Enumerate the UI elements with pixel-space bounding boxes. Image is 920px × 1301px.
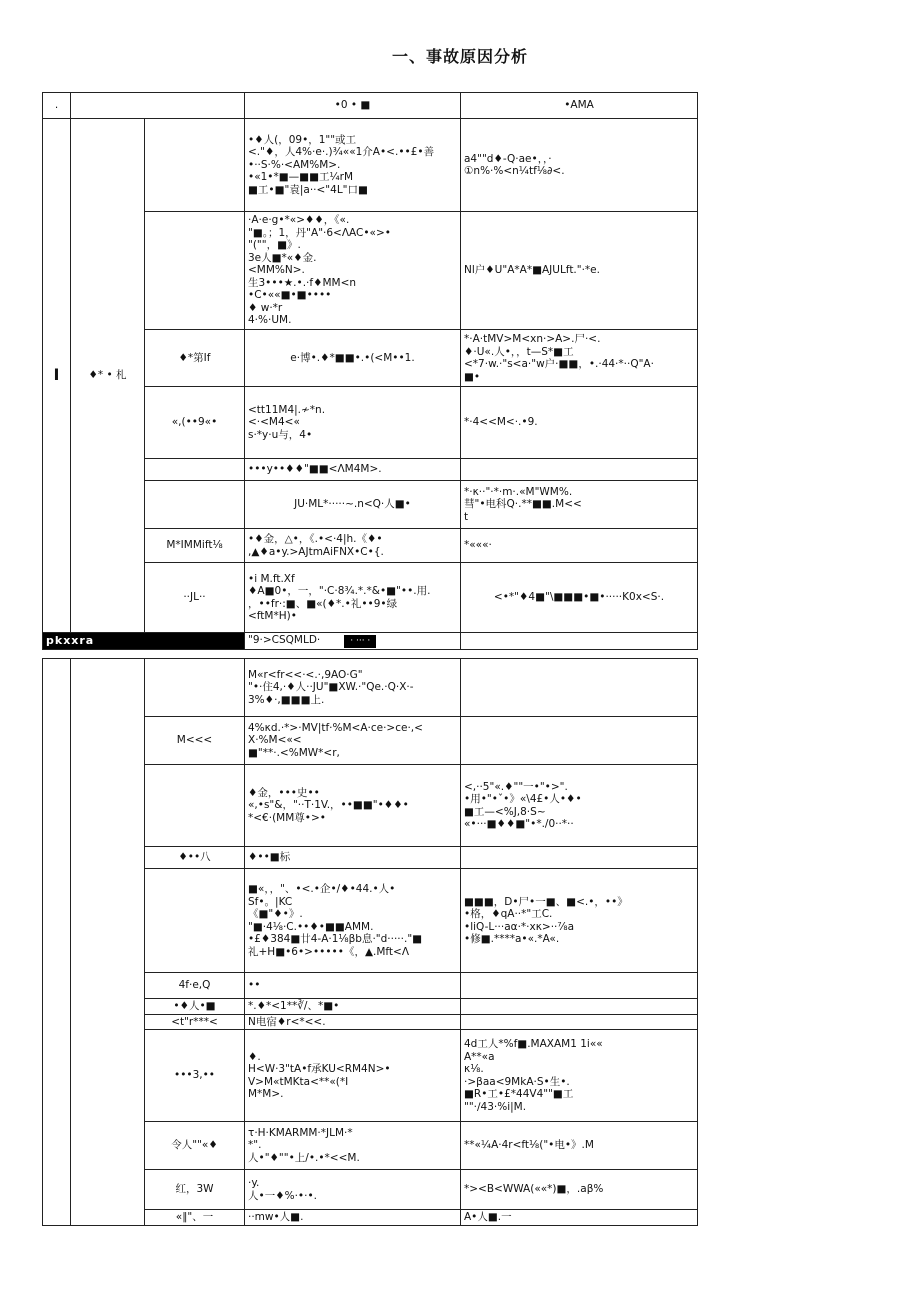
cause-analysis-table-continued [42,658,698,1226]
subcategory-cell: ··JL·· [145,563,245,633]
table-row [43,659,698,717]
analysis-cell [461,847,698,869]
subcategory-cell: •♦人•■ [145,999,245,1015]
subcategory-cell: «∥"、一 [145,1210,245,1226]
row-group-marker [43,659,71,1226]
analysis-cell [461,999,698,1015]
subcategory-cell: M<<< [145,717,245,765]
cause-cell: •♦人(，09•，1""或工 <."♦，人4%·e·.)¾««1介A•<.••£•善 •··S·%·<AM%M>. •«1•*■—■■工¼rM ■工•■"袁|a··<"4L"口■ [245,119,461,212]
cause-cell: 4%κd.·*>·MV|tf·%M<A·ce·>ce·,< X·%M<«< ■"**·.<%MW*<r, [245,717,461,765]
subcategory-cell [145,212,245,330]
row-group-label: ♦* • 札 [71,119,145,633]
cause-cell: •i M.ft.Xf ♦A■0•，一，"·C·8¾.*.*&•■"••.用. ，••fr·:■、■«(♦*.•礼••9•绿 <ftM*H)• [245,563,461,633]
analysis-cell: A•人■.一 [461,1210,698,1226]
footer-mid-cell [245,633,461,650]
analysis-cell: *·A·tMV>M<xn·>A>.尸·<. ♦·U«.人•，，t—S*■工 <*7·w.·"s<a·"w户·■■，•.·44·*··Q"A· ■• [461,330,698,387]
header-cell-category [71,93,245,119]
header-cell-analysis: •AMA [461,93,698,119]
subcategory-cell: ♦*第If [145,330,245,387]
subcategory-cell: •••3,•• [145,1030,245,1122]
cause-cell: e·博•.♦*■■•.•(<M••1. [245,330,461,387]
header-cell-cause: •0 • ■ [245,93,461,119]
table-footer-row [43,633,698,650]
analysis-cell: *><B<WWA(««*)■，.aβ% [461,1170,698,1210]
analysis-cell [461,459,698,481]
analysis-cell: **«¼A·4r<ft⅛("•电•》.M [461,1122,698,1170]
subcategory-cell: M*IMMift⅛ [145,529,245,563]
table-header-row [43,93,698,119]
analysis-cell: Nl户♦U"A*A*■AJULft."·*e. [461,212,698,330]
subcategory-cell [145,119,245,212]
cause-cell: •♦金，△•，《.•<·4|h.《♦• ,▲♦a•y.>AJtmAiFNX•C•{. [245,529,461,563]
analysis-cell [461,1014,698,1030]
header-cell-index: . [43,93,71,119]
cause-cell: ♦••■标 [245,847,461,869]
analysis-cell: ■■■，D•尸•一■、■<.•，••》 •格，♦qA··*"工C. •liQ-L···aα·*·xκ>··⅞a •修■.****a•«.*A«. [461,869,698,973]
analysis-cell [461,717,698,765]
cause-cell: τ·H·KMARMM·*JLM·* *". 人•"♦""•上/•.•*<<M. [245,1122,461,1170]
analysis-cell [461,973,698,999]
row-group-marker: I [43,119,71,633]
page-title: 一、事故原因分析 [391,47,528,66]
cause-cell: N电宿♦r<*<<. [245,1014,461,1030]
subcategory-cell: 4f·e,Q [145,973,245,999]
footer-mid-text: "9·>CSQMLD· [248,634,321,646]
subcategory-cell [145,659,245,717]
table-row [43,119,698,212]
subcategory-cell [145,481,245,529]
cause-cell: ♦. H<W·3"tA•f承KU<RM4N>• V>M«tMKta<**«(*I M*M>. [245,1030,461,1122]
cause-cell: ·A·e·g•*«>♦♦，《«. "■。；1，丹"A"·6<ΛAC•«>• "(""，■》. 3e人■*«♦金. <MM%N>. 生3•••★.•.·f♦MM<n •C•««■•■•••• ♦ w·*r 4·%·UM. [245,212,461,330]
footer-dark-label: pkxxra [43,633,245,650]
cause-cell: ··mw•人■. [245,1210,461,1226]
subcategory-cell: 令人""«♦ [145,1122,245,1170]
subcategory-cell: ♦••八 [145,847,245,869]
cause-cell: <tt11M4|.≁*n. <·<M4<« s·*y·u与，4• [245,387,461,459]
row-group-label [71,659,145,1226]
cause-cell: *.♦*<1**∛/、*■• [245,999,461,1015]
subcategory-cell: «,(••9«• [145,387,245,459]
footer-badge: · ··· · [344,635,376,648]
analysis-cell: a4""d♦-Q·ae•，，· ①n%·%<n¼tf⅛∂<. [461,119,698,212]
analysis-cell: *·4<<M<·.•9. [461,387,698,459]
analysis-cell [461,659,698,717]
subcategory-cell [145,765,245,847]
analysis-cell: *«««· [461,529,698,563]
subcategory-cell: 红，3W [145,1170,245,1210]
subcategory-cell [145,869,245,973]
analysis-cell: <•*"♦4■"\■■■•■•·····K0x<S·. [461,563,698,633]
analysis-cell: 4d工人*%f■.MAXAM1 1i«« A**«a κ⅛. ·>βaa<9MkA·S•生•. ■R•工•£*44V4""■工 ""·∕43·%i|M. [461,1030,698,1122]
cause-cell: ♦金，•••史•• «,•s"&，"··T·1V.，••■■"•♦♦• *<€·(MM尊•>• [245,765,461,847]
cause-cell: •••y••♦♦"■■<ΛM4M>. [245,459,461,481]
cause-cell: JU·ML*·····~.n<Q·人■• [245,481,461,529]
analysis-cell: *·κ··"·*·m·.«M"WM%. 彗"•电科Q·.**■■.M<< t [461,481,698,529]
cause-cell: ■«，，"、•<.•企•/♦•44.•人• Sf•。|KC 《■"♦•》. "■·4⅛·C.••♦•■■AMM. •£♦384■廿4-A·1⅛βb息·"d·····."■ 礼+H■•6•>•••••《，▲.Mft<Λ [245,869,461,973]
cause-cell: M«r<fr<<·<.·,9AO·G" "•·住4,·♦人··JU"■XW.·"Qe.·Q·X·- 3%♦·,■■■上. [245,659,461,717]
subcategory-cell: <t"r***< [145,1014,245,1030]
cause-cell: •• [245,973,461,999]
footer-right-cell [461,633,698,650]
cause-analysis-table [42,92,698,650]
subcategory-cell [145,459,245,481]
cause-cell: ·y. 人•一♦%·•·•. [245,1170,461,1210]
analysis-cell: <,··5"«.♦""一•"•>". •用•"•ˇ•》«\4£•人•♦• ■工—<%J,8·S~ «•···■♦♦■"•*./0··*·· [461,765,698,847]
